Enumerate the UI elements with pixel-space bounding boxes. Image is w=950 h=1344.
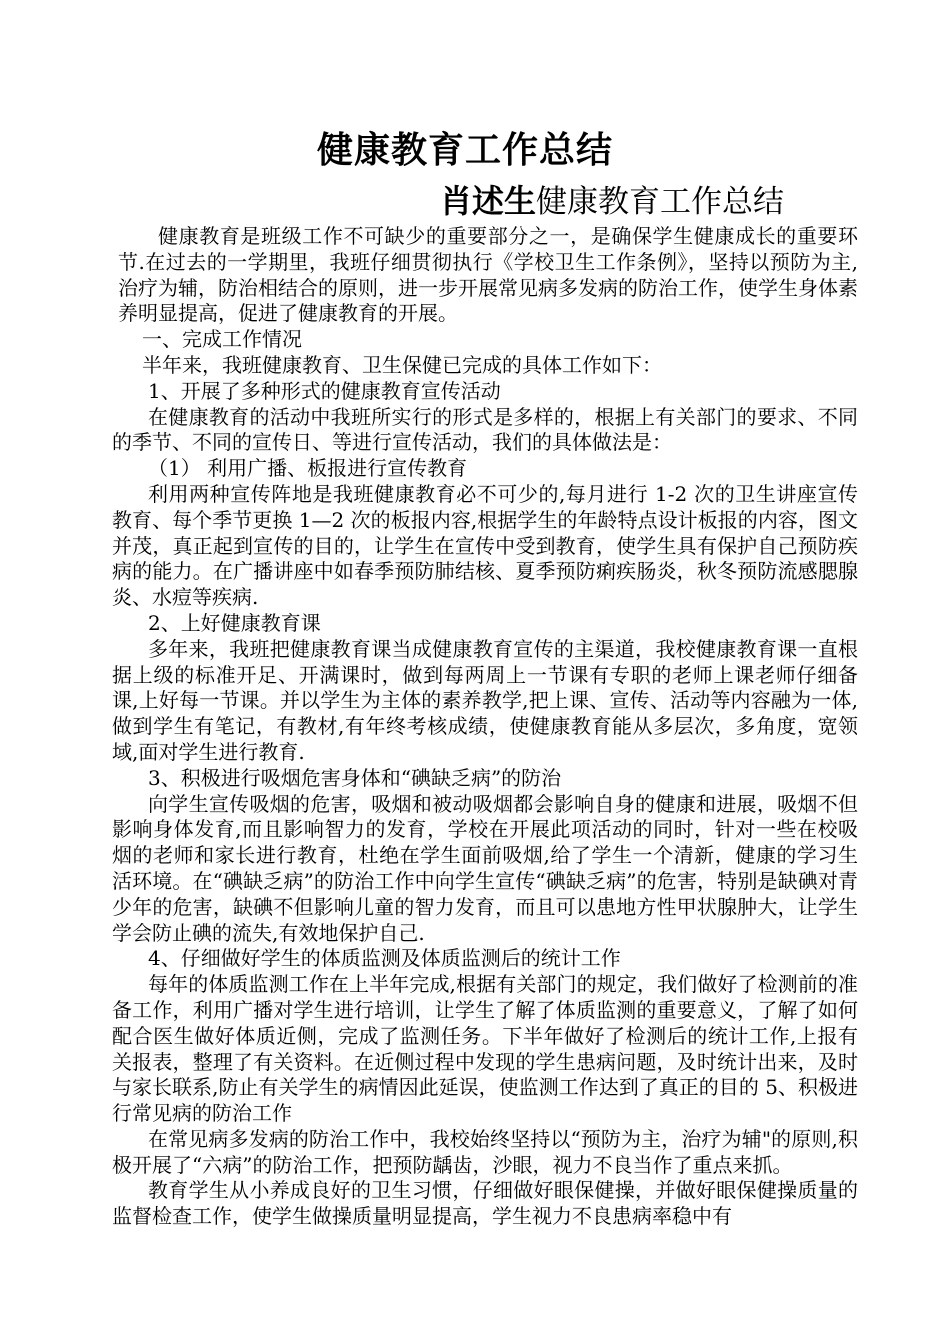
document-title: 健康教育工作总结 bbox=[316, 130, 613, 171]
section-heading: 3、积极进行吸烟危害身体和“碘缺乏病”的防治 bbox=[148, 765, 562, 790]
paragraph: 每年的体质监测工作在上半年完成,根据有关部门的规定，我们做好了检测前的准备工作，利用广播对学生进行培训，让学生了解了体质监测的重要意义，了解了如何配合医生做好体质近侧，完成了监测任务。下半年做好了检测后的统计工作,上报有关报表，整理了有关资料。在近侧过程中发现的学生患病问题，及时统计出来，及时与家长联系,防止有关学生的病情因此延误，使监测工作达到了真正的目的 5、积极进行常见病的防治工作 bbox=[112, 972, 858, 1126]
author-name: 肖述生 bbox=[440, 182, 537, 220]
paragraph: 在常见病多发病的防治工作中，我校始终坚持以“预防为主，治疗为辅"的原则,积极开展了“六病”的防治工作，把预防龋齿，沙眼，视力不良当作了重点来抓。 bbox=[112, 1126, 858, 1177]
paragraph: 向学生宣传吸烟的危害，吸烟和被动吸烟都会影响自身的健康和进展，吸烟不但影响身体发育,而且影响智力的发育，学校在开展此项活动的同时，针对一些在校吸烟的老师和家长进行教育，杜绝在学生面前吸烟,给了学生一个清新，健康的学习生活环境。在“碘缺乏病”的防治工作中向学生宣传“碘缺乏病”的危害，特别是缺碘对青少年的危害，缺碘不但影响儿童的智力发育，而且可以患地方性甲状腺肿大，让学生学会防止碘的流失,有效地保护自己. bbox=[112, 791, 858, 945]
paragraph: 多年来，我班把健康教育课当成健康教育宣传的主渠道，我校健康教育课一直根据上级的标准开足、开满课时，做到每两周上一节课有专职的老师上课老师仔细备课,上好每一节课。并以学生为主体的素养教学,把上课、宣传、活动等内容融为一体,做到学生有笔记，有教材,有年终考核成绩，使健康教育能从多层次，多角度，宽领域,面对学生进行教育. bbox=[112, 636, 858, 764]
section-heading: 4、仔细做好学生的体质监测及体质监测后的统计工作 bbox=[148, 946, 621, 971]
paragraph: 教育学生从小养成良好的卫生习惯，仔细做好眼保健操，并做好眼保健操质量的监督检查工作，使学生做操质量明显提高，学生视力不良患病率稳中有 bbox=[112, 1178, 858, 1229]
paragraph: 在健康教育的活动中我班所实行的形式是多样的，根据上有关部门的要求、不同的季节、不同的宣传日、等进行宣传活动，我们的具体做法是： bbox=[112, 404, 858, 455]
section-heading: 2、上好健康教育课 bbox=[148, 610, 321, 635]
subtitle-text: 健康教育工作总结 bbox=[536, 184, 785, 220]
section-heading: 1、开展了多种形式的健康教育宣传活动 bbox=[148, 378, 501, 403]
intro-block bbox=[112, 224, 858, 379]
section-heading: （1） 利用广播、板报进行宣传教育 bbox=[148, 456, 468, 481]
paragraph: 健康教育是班级工作不可缺少的重要部分之一，是确保学生健康成长的重要环节.在过去的一学期里，我班仔细贯彻执行《学校卫生工作条例》，坚持以预防为主,治疗为辅，防治相结合的原则，进一步开展常见病多发病的防治工作，使学生身体素养明显提高，促进了健康教育的开展。 bbox=[118, 224, 858, 326]
document-body bbox=[112, 224, 858, 1230]
paragraph: 半年来，我班健康教育、卫生保健已完成的具体工作如下： bbox=[142, 352, 662, 377]
paragraph: 利用两种宣传阵地是我班健康教育必不可少的,每月进行 1-2 次的卫生讲座宣传教育、每个季节更换 1—2 次的板报内容,根据学生的年龄特点设计板报的内容，图文并茂，真正起到宣传的目的，让学生在宣传中受到教育，使学生具有保护自己预防疾病的能力。在广播讲座中如春季预防肺结核、夏季预防痢疾肠炎，秋冬预防流感腮腺炎、水痘等疾病. bbox=[112, 481, 858, 610]
section-heading: 一、完成工作情况 bbox=[142, 327, 302, 352]
document-subtitle bbox=[440, 178, 784, 230]
